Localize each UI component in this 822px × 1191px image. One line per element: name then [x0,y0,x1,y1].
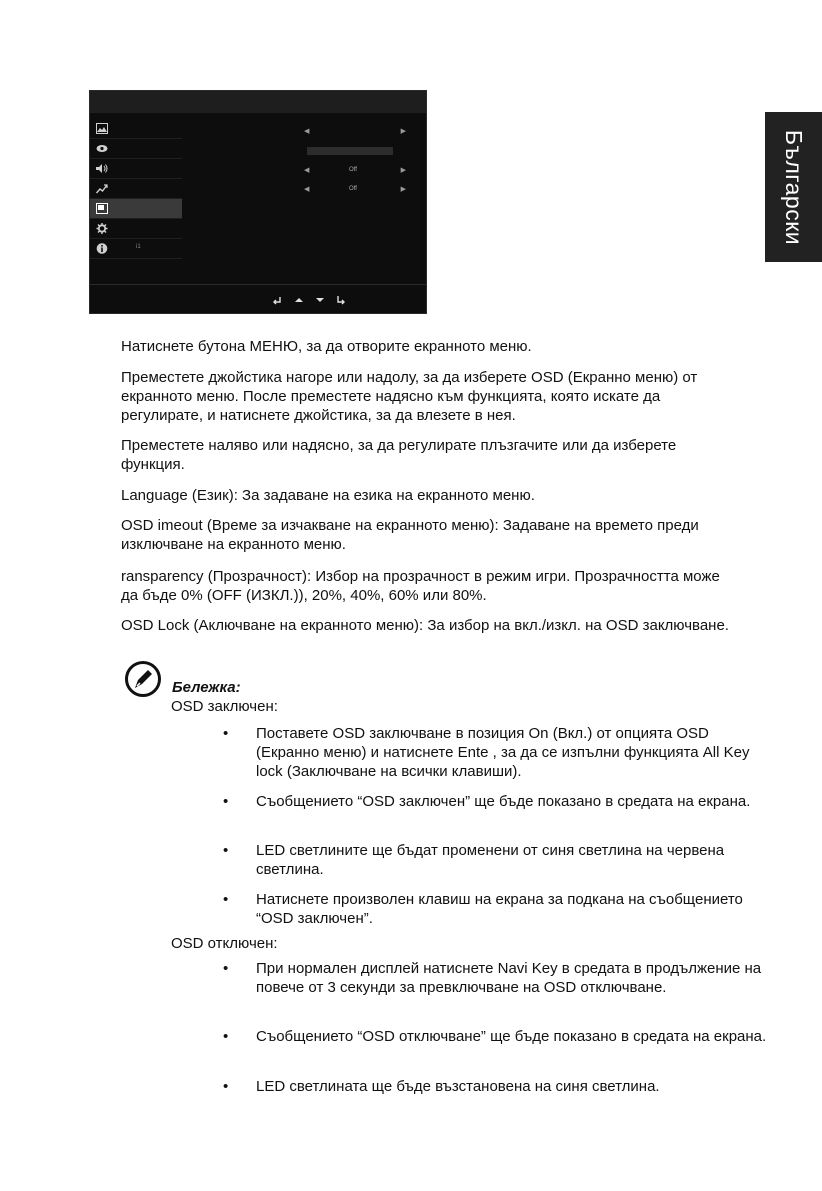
osd-locked-heading: OSD заключен: [171,698,278,715]
back-icon[interactable] [272,295,282,305]
eye-icon [96,143,108,154]
paragraph-adjust: Преместете наляво или надясно, за да регулирате плъзгачите или да изберете функция. [121,437,677,473]
osd-menu-item-audio[interactable] [90,159,182,179]
chevron-right-icon[interactable]: ▶ [400,128,406,135]
bullet-marker: • [223,842,229,859]
chevron-left-icon[interactable]: ◀ [304,167,310,174]
osd-setting-value: Off [349,186,357,192]
chevron-right-icon[interactable]: ▶ [400,167,406,174]
osd-unlocked-heading: OSD отключен: [171,935,278,952]
arrow-down-icon[interactable] [315,295,325,305]
info-icon [96,243,108,254]
osd-menu-item-performance[interactable] [90,179,182,199]
locked-bullet-3: LED светлините ще бъдат променени от синя светлина на червена светлина. [256,842,725,878]
picture-icon [96,123,108,134]
paragraph-language: Language (Език): За задаване на езика на екранното меню. [121,487,535,504]
paragraph-osd-lock: OSD Lock (Аключване на екранното меню): За избор на вкл./изкл. на OSD заключване. [121,617,729,634]
osd-setting-value: Off [349,167,357,173]
bullet-marker: • [223,1078,229,1095]
bullet-marker: • [223,1028,229,1045]
locked-bullet-4: Натиснете произволен клавиш на екрана за подкана на съобщението “OSD заключен”. [256,891,743,927]
osd-setting-row-language[interactable] [300,127,406,137]
paragraph-transparency: ransparency (Прозрачност): Избор на прозрачност в режим игри. Прозрачността може да бъде 0% (OFF (ИЗКЛ.)), 20%, 40%, 60% или 80%. [121,568,720,604]
osd-menu-screenshot [89,90,427,314]
unlocked-bullet-2: Съобщението “OSD отключване” ще бъде показано в средата на екрана. [256,1028,767,1045]
osd-info-value: i1 [136,244,141,250]
pip-icon [96,203,108,214]
osd-footer-divider [90,284,426,285]
language-side-tab [765,112,822,262]
osd-side-menu [90,119,182,259]
language-tab-label: Български [781,129,807,245]
paragraph-joystick: Преместете джойстика нагоре или надолу, за да изберете OSD (Екранно меню) от екранното меню. После преместете надясно към функцията, която искате да регулирате, и натиснете джойстика, за да влезете в нея. [121,369,698,424]
unlocked-bullet-3: LED светлината ще бъде възстановена на синя светлина. [256,1078,660,1095]
chevron-right-icon[interactable]: ▶ [400,186,406,193]
osd-menu-item-info[interactable] [90,239,182,259]
osd-menu-item-system[interactable] [90,219,182,239]
gear-icon [96,223,108,234]
enter-icon[interactable] [336,295,346,305]
osd-menu-item-osd[interactable] [90,199,182,219]
bullet-marker: • [223,960,229,977]
chart-up-icon [96,183,108,194]
locked-bullet-1: Поставете OSD заключване в позиция On (Вкл.) от опцията OSD (Екранно меню) и натиснете Ente , за да се изпълни функцията All Key lock (Заключване на всички клавиши). [256,725,750,780]
osd-setting-row-transparency[interactable] [300,166,406,176]
osd-menu-item-eye[interactable] [90,139,182,159]
bullet-marker: • [223,891,229,908]
arrow-up-icon[interactable] [294,295,304,305]
note-title: Бележка: [172,679,241,696]
osd-timeout-slider[interactable] [307,147,393,155]
locked-bullet-2: Съобщението “OSD заключен” ще бъде показано в средата на екрана. [256,793,751,810]
osd-header-bar [90,91,426,113]
chevron-left-icon[interactable]: ◀ [304,186,310,193]
bullet-marker: • [223,725,229,742]
paragraph-open-menu: Натиснете бутона МЕНЮ, за да отворите екранното меню. [121,338,532,355]
unlocked-bullet-1: При нормален дисплей натиснете Navi Key в средата в продължение на повече от 3 секунди за превключване на OSD отключване. [256,960,762,996]
bullet-marker: • [223,793,229,810]
osd-menu-item-picture[interactable] [90,119,182,139]
chevron-left-icon[interactable]: ◀ [304,128,310,135]
note-pen-icon [124,660,162,698]
speaker-icon [96,163,108,174]
paragraph-osd-timeout: OSD imeout (Време за изчакване на екранното меню): Задаване на времето преди изключване на екранното меню. [121,517,699,553]
osd-setting-row-lock[interactable] [300,185,406,195]
